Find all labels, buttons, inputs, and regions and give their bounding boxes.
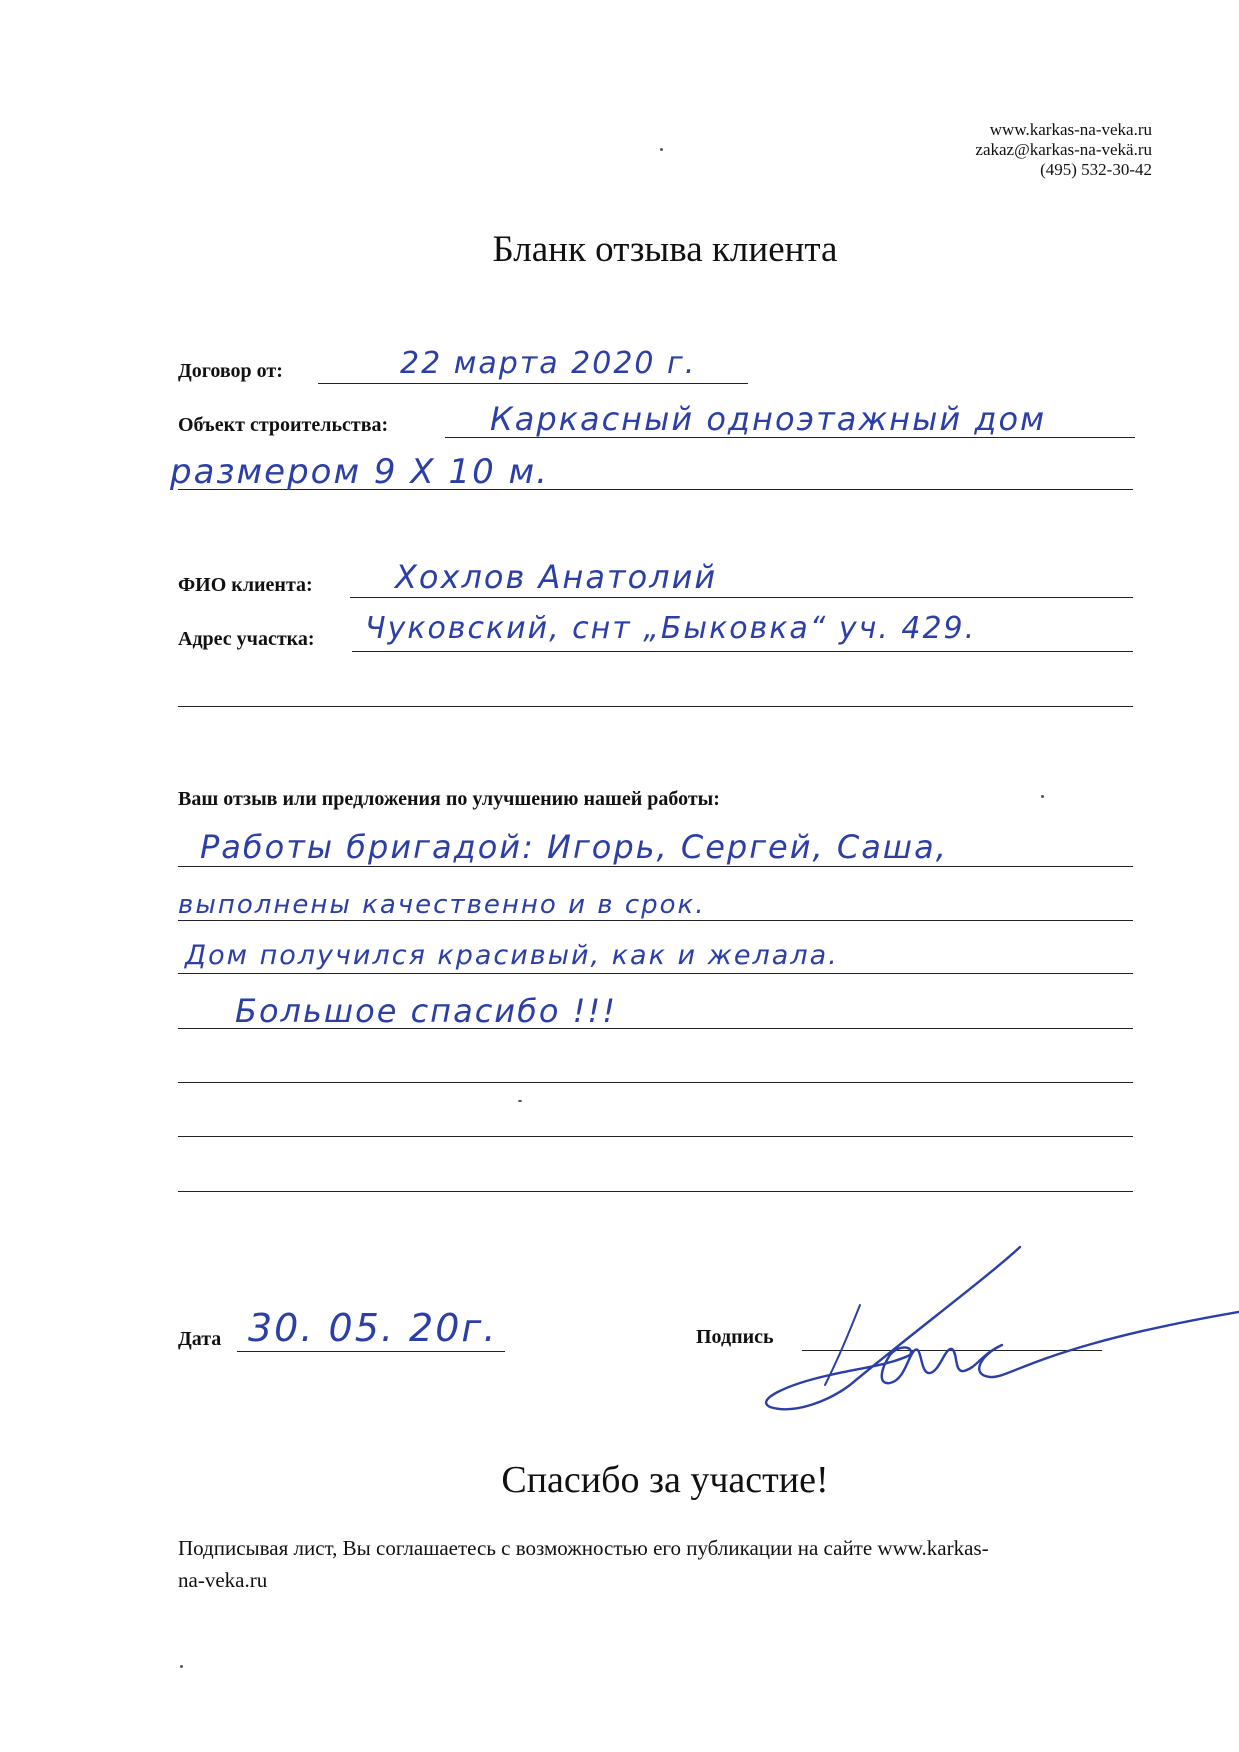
signature-label: Подпись	[696, 1326, 774, 1348]
client-label: ФИО клиента:	[178, 574, 313, 596]
form-title: Бланк отзыва клиента	[492, 229, 838, 270]
contract-label: Договор от:	[178, 360, 283, 382]
date-value: 30. 05. 20г.	[248, 1306, 498, 1350]
feedback-line-1	[178, 866, 1133, 867]
feedback-text-2: выполнены качественно и в срок.	[178, 890, 706, 920]
feedback-line-5	[178, 1082, 1133, 1083]
feedback-label: Ваш отзыв или предложения по улучшению нашей работы:	[178, 788, 720, 810]
scan-speck	[660, 148, 663, 151]
feedback-text-3: Дом получился красивый, как и желала.	[185, 940, 839, 971]
handwritten-signature	[740, 1235, 1239, 1425]
phone-number: (495) 532-30-42	[1040, 160, 1152, 179]
thanks-heading: Спасибо за участие!	[501, 1459, 829, 1501]
feedback-line-2	[178, 920, 1133, 921]
scan-speck	[1041, 795, 1044, 798]
address-label: Адрес участка:	[178, 628, 315, 650]
object-value-line-1: Каркасный одноэтажный дом	[490, 400, 1047, 438]
consent-line-1: Подписывая лист, Вы соглашаетесь с возможностью его публикации на сайте www.karkas-	[178, 1536, 989, 1560]
feedback-line-3	[178, 973, 1133, 974]
address-line-2	[178, 706, 1133, 707]
date-line	[237, 1351, 505, 1352]
client-line	[350, 597, 1133, 598]
feedback-text-4: Большое спасибо !!!	[235, 992, 618, 1030]
feedback-text-1: Работы бригадой: Игорь, Сергей, Саша,	[200, 828, 948, 866]
client-value: Хохлов Анатолий	[395, 558, 718, 596]
object-value-line-2: размером 9 X 10 м.	[170, 452, 549, 492]
feedback-line-6	[178, 1136, 1133, 1137]
contract-line	[318, 383, 748, 384]
feedback-line-7	[178, 1191, 1133, 1192]
object-label: Объект строительства:	[178, 414, 389, 436]
website-link[interactable]: www.karkas-na-veka.ru	[989, 120, 1152, 139]
scan-speck	[518, 1100, 522, 1102]
address-value: Чуковский, снт „Быковка“ уч. 429.	[365, 611, 977, 646]
date-label: Дата	[178, 1328, 222, 1350]
consent-note	[178, 1532, 1178, 1596]
scan-speck	[180, 1665, 183, 1668]
address-line-1	[352, 651, 1133, 652]
contract-value: 22 марта 2020 г.	[400, 346, 697, 381]
email-link[interactable]: zakaz@karkas-na-vekä.ru	[975, 140, 1152, 159]
consent-line-2[interactable]: na-veka.ru	[178, 1568, 268, 1592]
contact-block	[975, 120, 1152, 180]
